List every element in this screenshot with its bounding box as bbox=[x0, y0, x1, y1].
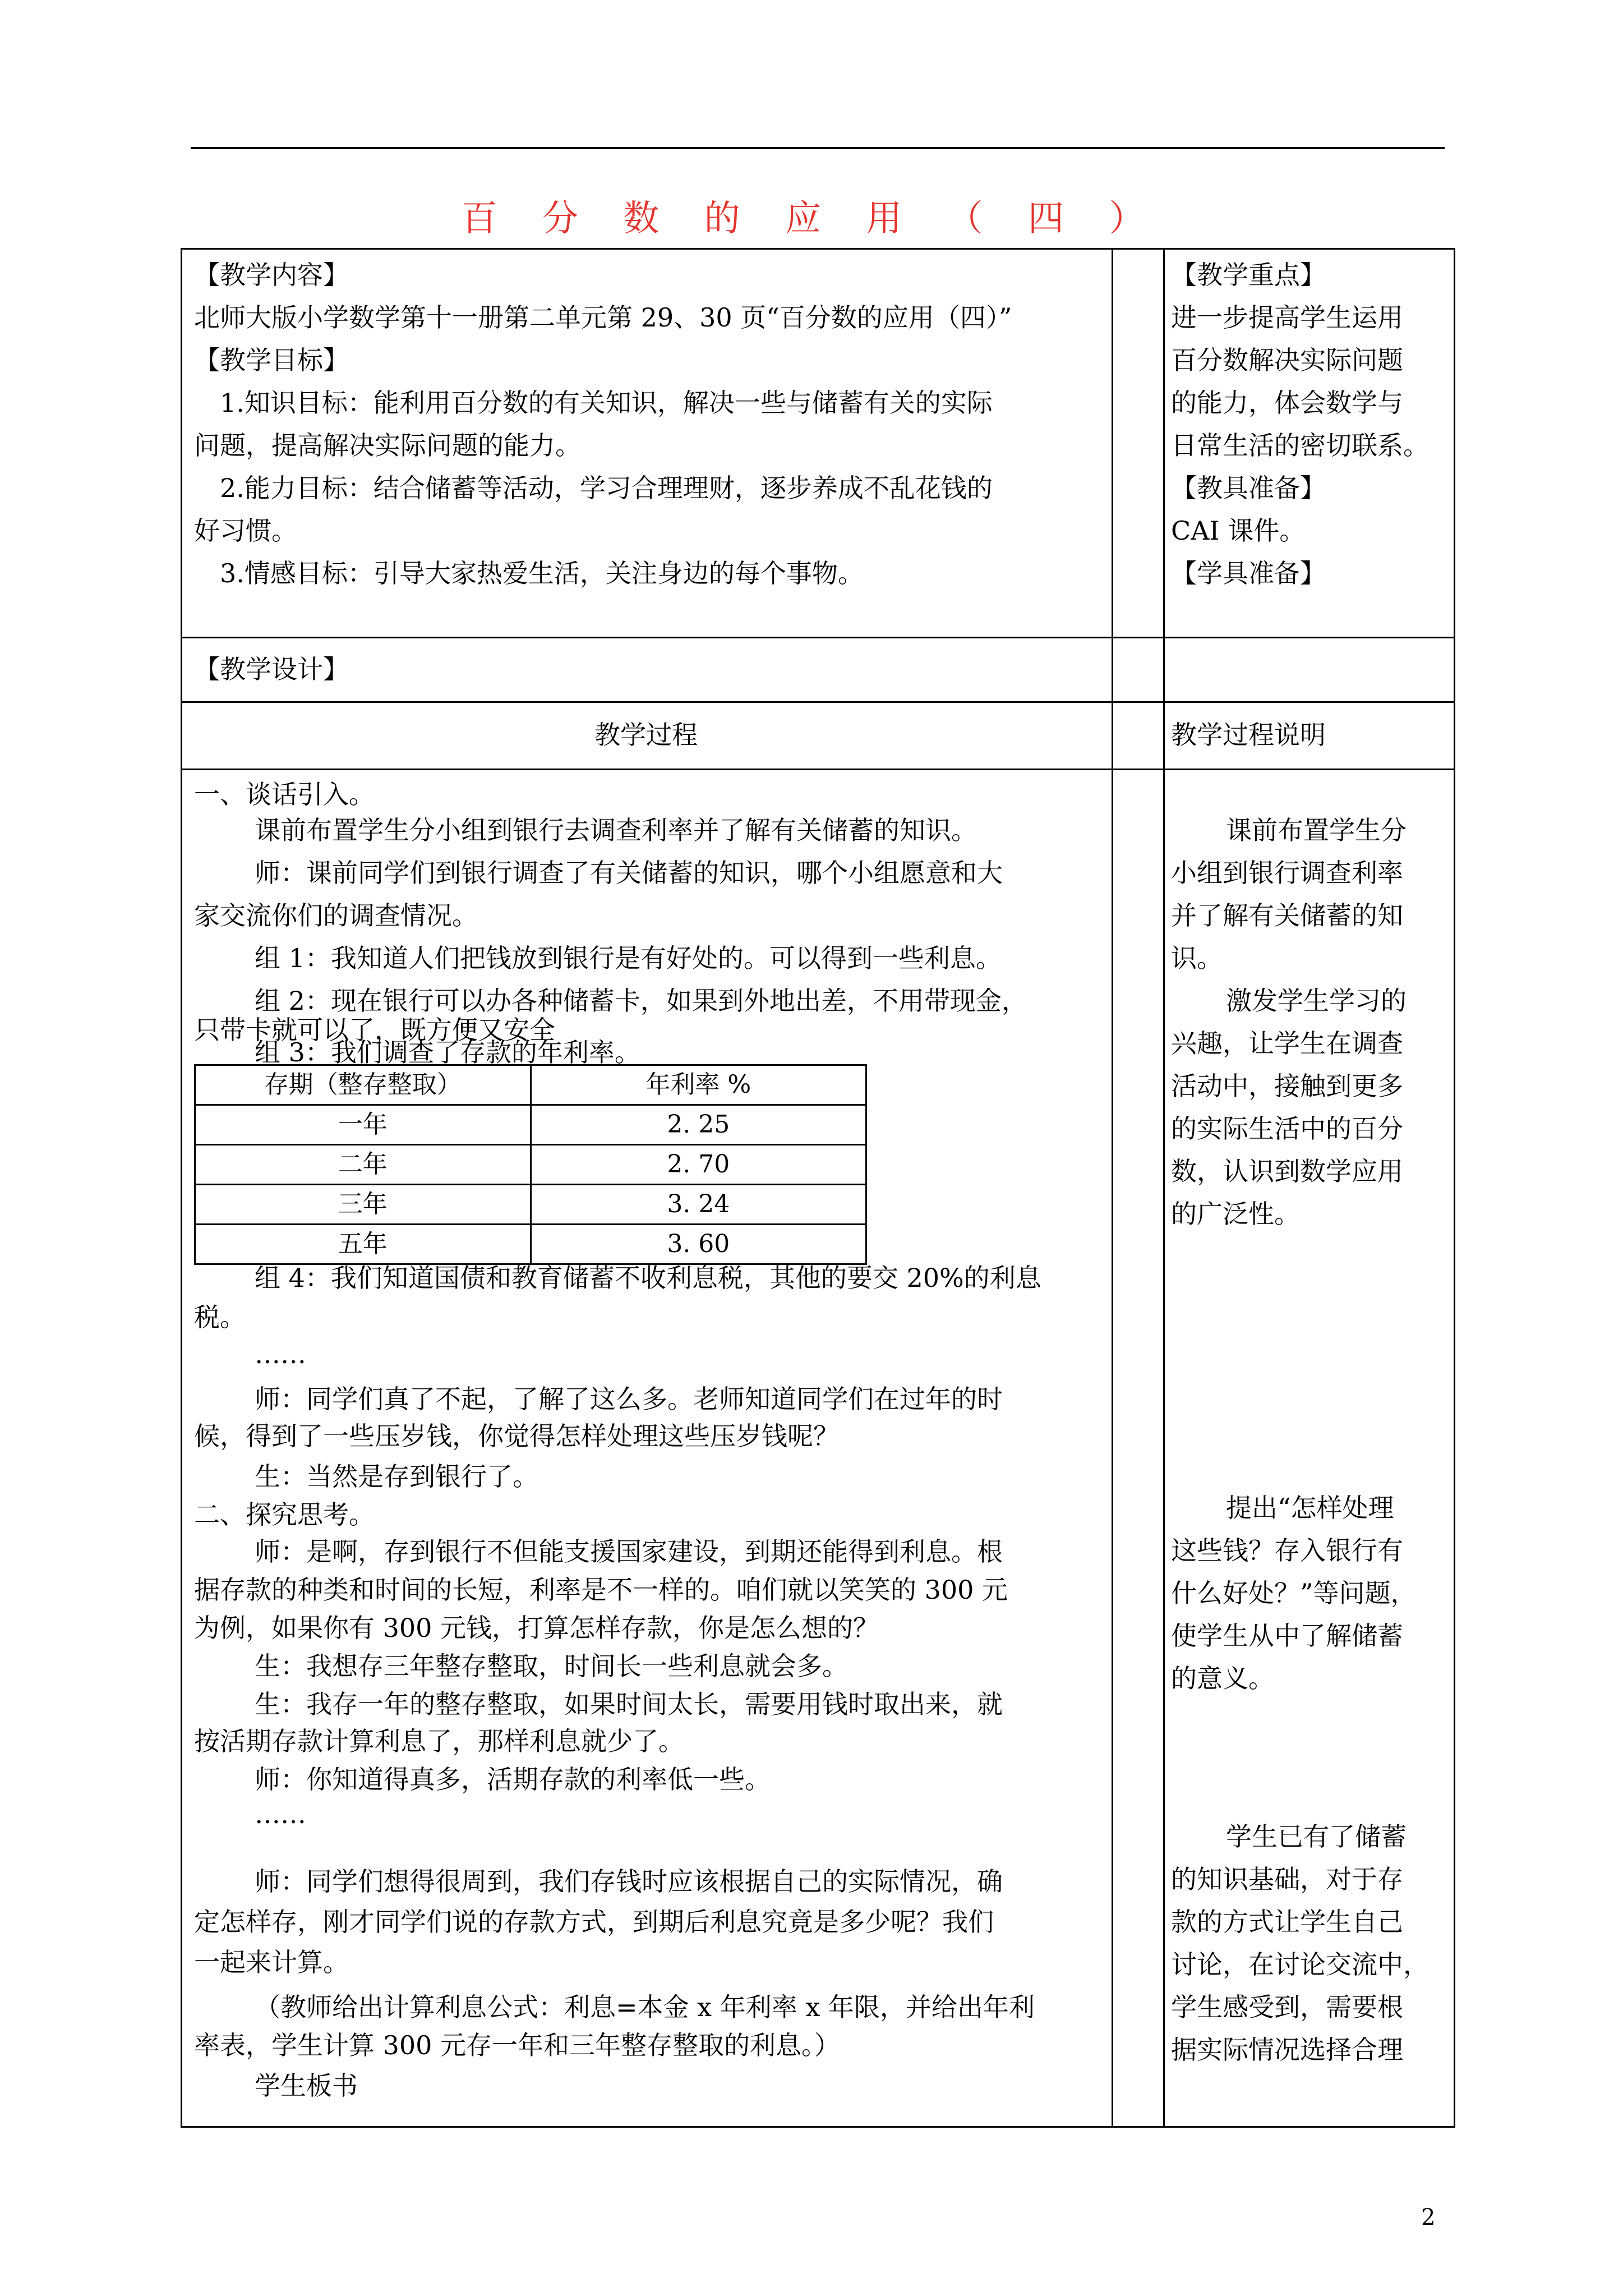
table-border-left bbox=[181, 248, 182, 2126]
table-cell: 五年 bbox=[195, 1225, 531, 1264]
interest-rate-table bbox=[194, 1064, 867, 1265]
note-line: 款的方式让学生自己 bbox=[1171, 1907, 1403, 1937]
goal-3: 3.情感目标：引导大家热爱生活，关注身边的每个事物。 bbox=[220, 558, 864, 588]
table-row-line-3 bbox=[181, 769, 1455, 770]
note-line: 兴趣，让学生在调查 bbox=[1171, 1028, 1403, 1059]
note-line: 数，认识到数学应用 bbox=[1171, 1156, 1403, 1186]
table-divider-2 bbox=[1163, 248, 1165, 2126]
process-line: 组 3：我们调查了存款的年利率。 bbox=[255, 1037, 640, 1068]
process-line: 只带卡就可以了，既方便又安全 bbox=[194, 1015, 555, 1045]
process-line: 师：是啊，存到银行不但能支援国家建设，到期还能得到利息。根 bbox=[255, 1536, 1003, 1567]
table-row-line-2 bbox=[181, 701, 1455, 703]
table-cell: 2. 70 bbox=[531, 1145, 866, 1185]
table-row-line-1 bbox=[181, 637, 1455, 638]
table-header-row bbox=[195, 1065, 866, 1105]
heading-teaching-process: 教学过程 bbox=[594, 720, 698, 750]
note-line: 的知识基础，对于存 bbox=[1171, 1864, 1403, 1894]
heading-teaching-goals: 【教学目标】 bbox=[194, 345, 349, 375]
table-divider-1 bbox=[1112, 248, 1113, 2126]
process-line: 学生板书 bbox=[255, 2070, 358, 2101]
heading-teaching-focus: 【教学重点】 bbox=[1171, 260, 1326, 290]
process-line: 组 2：现在银行可以办各种储蓄卡，如果到外地出差，不用带现金， bbox=[255, 986, 1027, 1016]
process-line: 组 1：我知道人们把钱放到银行是有好处的。可以得到一些利息。 bbox=[255, 943, 1002, 973]
goal-2-line-2: 好习惯。 bbox=[194, 516, 297, 546]
note-line: 的实际生活中的百分 bbox=[1171, 1114, 1403, 1144]
heading-process-explanation: 教学过程说明 bbox=[1171, 720, 1326, 750]
note-line: 并了解有关储蓄的知 bbox=[1171, 900, 1403, 931]
heading-teaching-tools: 【教具准备】 bbox=[1171, 473, 1326, 503]
focus-line: 进一步提高学生运用 bbox=[1171, 302, 1403, 333]
table-cell: 3. 24 bbox=[531, 1185, 866, 1225]
note-line: 学生感受到，需要根 bbox=[1171, 1992, 1403, 2022]
note-line: 这些钱？存入银行有 bbox=[1171, 1535, 1403, 1566]
heading-student-tools: 【学具准备】 bbox=[1171, 558, 1326, 588]
table-cell: 3. 60 bbox=[531, 1225, 866, 1264]
heading-teaching-content: 【教学内容】 bbox=[194, 260, 349, 290]
process-line: 税。 bbox=[194, 1302, 246, 1332]
focus-line: 的能力，体会数学与 bbox=[1171, 388, 1403, 418]
table-border-right bbox=[1454, 248, 1455, 2126]
process-line: 师：同学们真了不起，了解了这么多。老师知道同学们在过年的时 bbox=[255, 1384, 1003, 1414]
teaching-tools-text: CAI 课件。 bbox=[1171, 516, 1306, 546]
page-number: 2 bbox=[1421, 2205, 1436, 2230]
table-row bbox=[195, 1105, 866, 1145]
note-line: 活动中，接触到更多 bbox=[1171, 1071, 1403, 1101]
process-line: 一起来计算。 bbox=[194, 1947, 349, 1977]
process-line: 按活期存款计算利息了，那样利息就少了。 bbox=[194, 1726, 684, 1756]
focus-line: 百分数解决实际问题 bbox=[1171, 345, 1403, 375]
note-line: 的广泛性。 bbox=[1171, 1199, 1300, 1229]
process-line: 师：同学们想得很周到，我们存钱时应该根据自己的实际情况，确 bbox=[255, 1866, 1003, 1897]
process-line: 据存款的种类和时间的长短，利率是不一样的。咱们就以笑笑的 300 元 bbox=[194, 1575, 1008, 1605]
process-line: 为例，如果你有 300 元钱，打算怎样存款，你是怎么想的？ bbox=[194, 1613, 879, 1643]
note-line: 学生已有了储蓄 bbox=[1226, 1821, 1407, 1852]
note-line: 识。 bbox=[1171, 943, 1223, 973]
table-border-top bbox=[181, 248, 1455, 250]
section-heading: 二、探究思考。 bbox=[194, 1499, 375, 1530]
table-border-bottom bbox=[181, 2126, 1455, 2128]
process-line: 课前布置学生分小组到银行去调查利率并了解有关储蓄的知识。 bbox=[255, 815, 977, 845]
process-line: 师：你知道得真多，活期存款的利率低一些。 bbox=[255, 1764, 771, 1795]
goal-1-line-2: 问题，提高解决实际问题的能力。 bbox=[194, 430, 581, 461]
process-line: 生：我想存三年整存整取，时间长一些利息就会多。 bbox=[255, 1651, 848, 1681]
table-cell: 2. 25 bbox=[531, 1105, 866, 1145]
process-line: 师：课前同学们到银行调查了有关储蓄的知识，哪个小组愿意和大 bbox=[255, 858, 1003, 888]
process-line: （教师给出计算利息公式：利息=本金 x 年利率 x 年限，并给出年利 bbox=[255, 1992, 1035, 2022]
table-cell: 一年 bbox=[195, 1105, 531, 1145]
focus-line: 日常生活的密切联系。 bbox=[1171, 430, 1429, 461]
note-line: 小组到银行调查利率 bbox=[1171, 858, 1403, 888]
process-line: 生：我存一年的整存整取，如果时间太长，需要用钱时取出来，就 bbox=[255, 1689, 1003, 1719]
process-line: 家交流你们的调查情况。 bbox=[194, 900, 478, 931]
goal-2-line-1: 2.能力目标：结合储蓄等活动，学习合理理财，逐步养成不乱花钱的 bbox=[220, 473, 993, 503]
table-header-cell: 年利率 % bbox=[531, 1065, 866, 1105]
goal-1-line-1: 1.知识目标：能利用百分数的有关知识，解决一些与储蓄有关的实际 bbox=[220, 388, 993, 418]
section-heading: 一、谈话引入。 bbox=[194, 779, 375, 809]
header-rule bbox=[191, 147, 1445, 149]
table-row bbox=[195, 1185, 866, 1225]
note-line: 讨论，在讨论交流中， bbox=[1171, 1949, 1429, 1980]
table-header-cell: 存期（整存整取） bbox=[195, 1065, 531, 1105]
table-cell: 二年 bbox=[195, 1145, 531, 1185]
note-line: 激发学生学习的 bbox=[1226, 986, 1407, 1016]
process-line: 率表，学生计算 300 元存一年和三年整存整取的利息。） bbox=[194, 2030, 841, 2060]
process-line: 生：当然是存到银行了。 bbox=[255, 1461, 538, 1492]
ellipsis: …… bbox=[255, 1799, 306, 1829]
note-line: 据实际情况选择合理 bbox=[1171, 2035, 1403, 2065]
note-line: 提出“怎样处理 bbox=[1226, 1493, 1394, 1523]
note-line: 课前布置学生分 bbox=[1226, 815, 1407, 845]
table-row bbox=[195, 1145, 866, 1185]
process-line: 定怎样存，刚才同学们说的存款方式，到期后利息究竟是多少呢？我们 bbox=[194, 1907, 994, 1937]
table-cell: 三年 bbox=[195, 1185, 531, 1225]
note-line: 的意义。 bbox=[1171, 1663, 1274, 1694]
page-title: 百 分 数 的 应 用 （ 四 ） bbox=[461, 198, 1162, 240]
note-line: 使学生从中了解储蓄 bbox=[1171, 1621, 1403, 1651]
note-line: 什么好处？”等问题， bbox=[1171, 1578, 1417, 1608]
teaching-content-text: 北师大版小学数学第十一册第二单元第 29、30 页“百分数的应用（四）” bbox=[194, 302, 1012, 333]
process-line: 候，得到了一些压岁钱，你觉得怎样处理这些压岁钱呢？ bbox=[194, 1421, 839, 1451]
ellipsis: …… bbox=[255, 1339, 306, 1369]
process-line: 组 4：我们知道国债和教育储蓄不收利息税，其他的要交 20%的利息 bbox=[255, 1263, 1041, 1293]
heading-teaching-design: 【教学设计】 bbox=[194, 654, 349, 684]
